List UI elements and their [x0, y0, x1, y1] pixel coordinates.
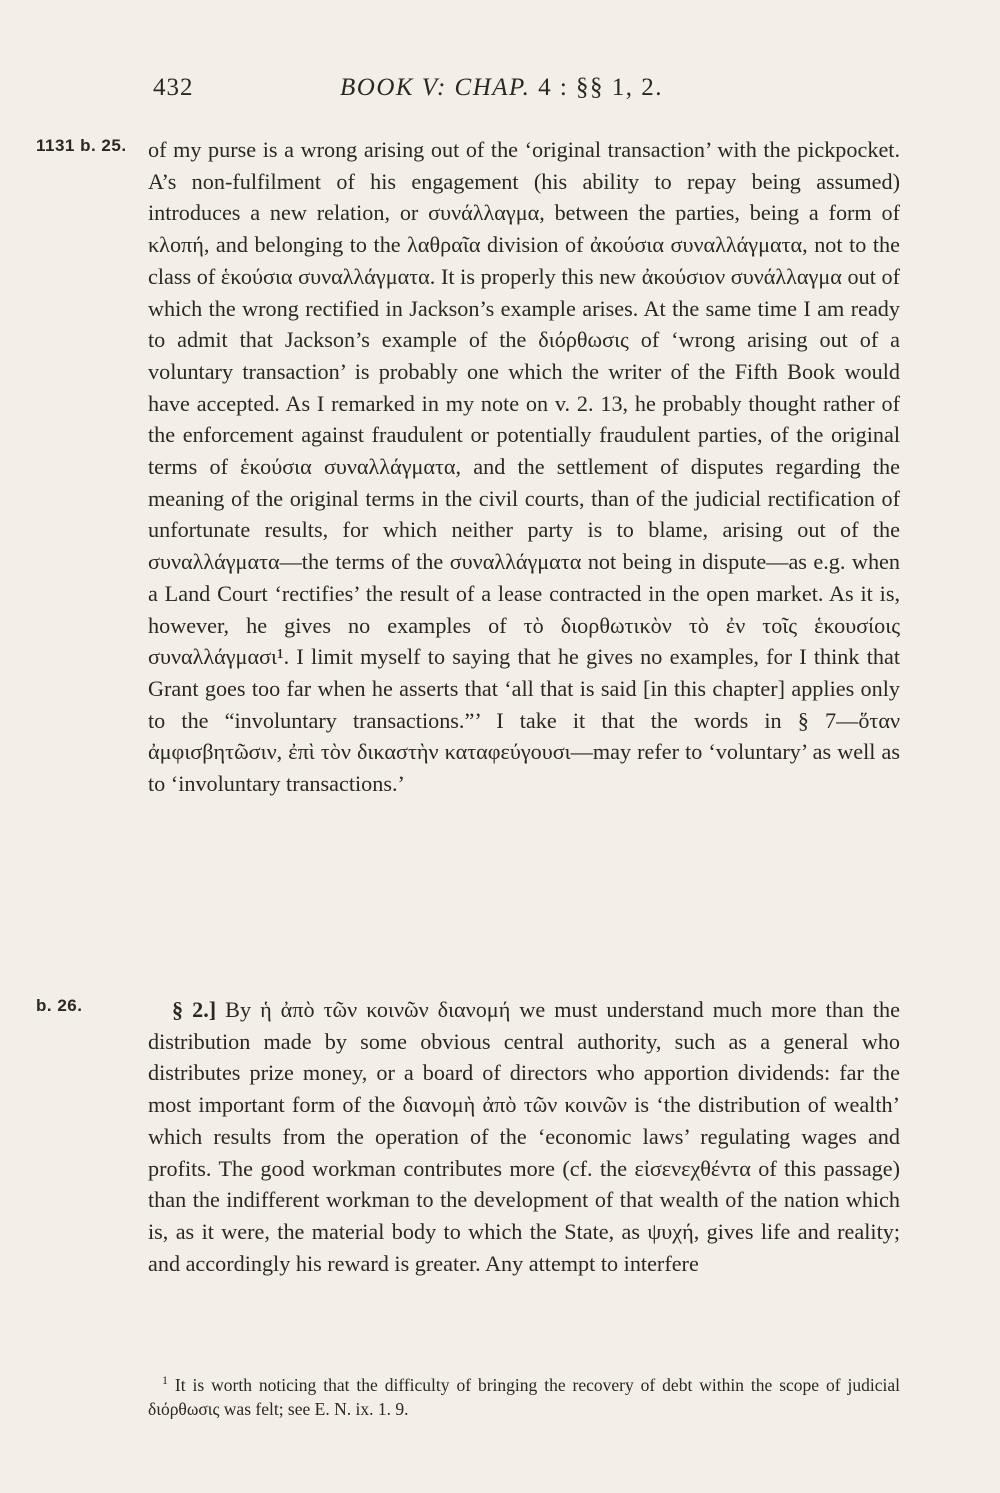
section-mark: § 2.] [172, 997, 217, 1022]
paragraph-2 [148, 994, 900, 1279]
paragraph-section-2 [148, 994, 900, 1279]
margin-reference-1: 1131 b. 25. [36, 136, 127, 155]
paragraph-2-text: By ἡ ἀπὸ τῶν κοινῶν διανομή we must understand much more than the distribution made by some obvious central authority, such as a general who distributes prize money, or a board of directors who apportion dividends: far the most important form of the διανομὴ ἀπὸ τῶν κοινῶν is ‘the distribution of wealth’ which results from the operation of the ‘economic laws’ regulating wages and profits. The good workman contributes more (cf. the εἰσενεχθέντα of this passage) than the indifferent workman to the development of that wealth of the nation which is, as it were, the material body to which the State, as ψυχή, gives life and reality; and accordingly his reward is greater. Any attempt to interfere [148, 997, 900, 1276]
footnote [148, 1368, 900, 1421]
running-head-sections: 4 : §§ 1, 2. [530, 74, 664, 101]
page-number: 432 [153, 74, 194, 101]
footnote-text: It is worth noticing that the difficulty of bringing the recovery of debt within the scope of judicial διόρθωσις was felt; see E. N. ix. 1. 9. [148, 1374, 900, 1419]
paragraph-continued [148, 134, 900, 800]
running-head-book: BOOK V: CHAP. [340, 74, 531, 101]
page-header [0, 74, 1000, 114]
margin-reference-2: b. 26. [36, 996, 83, 1015]
paragraph-1-text: of my purse is a wrong arising out of the ‘original transaction’ with the pickpocket. A’s non-fulfilment of his engagement (his ability to repay being assumed) introduces a new relation, or συνάλλαγμα, between the parties, being a form of κλοπή, and belonging to the λαθραῖα division of ἀκούσια συναλλάγματα, not to the class of ἑκούσια συναλλάγματα. It is properly this new ἀκούσιον συνάλλαγμα out of which the wrong rectified in Jackson’s example arises. At the same time I am ready to admit that Jackson’s example of the διόρθωσις of ‘wrong arising out of a voluntary transaction’ is probably one which the writer of the Fifth Book would have accepted. As I remarked in my note on v. 2. 13, he probably thought rather of the enforcement against fraudulent or potentially fraudulent parties, of the original terms of ἑκούσια συναλλάγματα, and the settlement of disputes regarding the meaning of the original terms in the civil courts, than of the judicial rectification of unfortunate results, for which neither party is to blame, arising out of the συναλλάγματα—the terms of the συναλλάγματα not being in dispute—as e.g. when a Land Court ‘rectifies’ the result of a lease contracted in the open market. As it is, however, he gives no examples of τὸ διορθωτικὸν τὸ ἐν τοῖς ἑκουσίοις συναλλάγμασι¹. I limit myself to saying that he gives no examples, for I think that Grant goes too far when he asserts that ‘all that is said [in this chapter] applies only to the “involuntary transactions.”’ I take it that the words in § 7—ὅταν ἀμφισβητῶσιν, ἐπὶ τὸν δικαστὴν καταφεύγουσι—may refer to ‘voluntary’ as well as to ‘involuntary transactions.’ [148, 137, 900, 797]
footnote-marker: 1 [162, 1373, 168, 1387]
running-head [340, 74, 663, 102]
